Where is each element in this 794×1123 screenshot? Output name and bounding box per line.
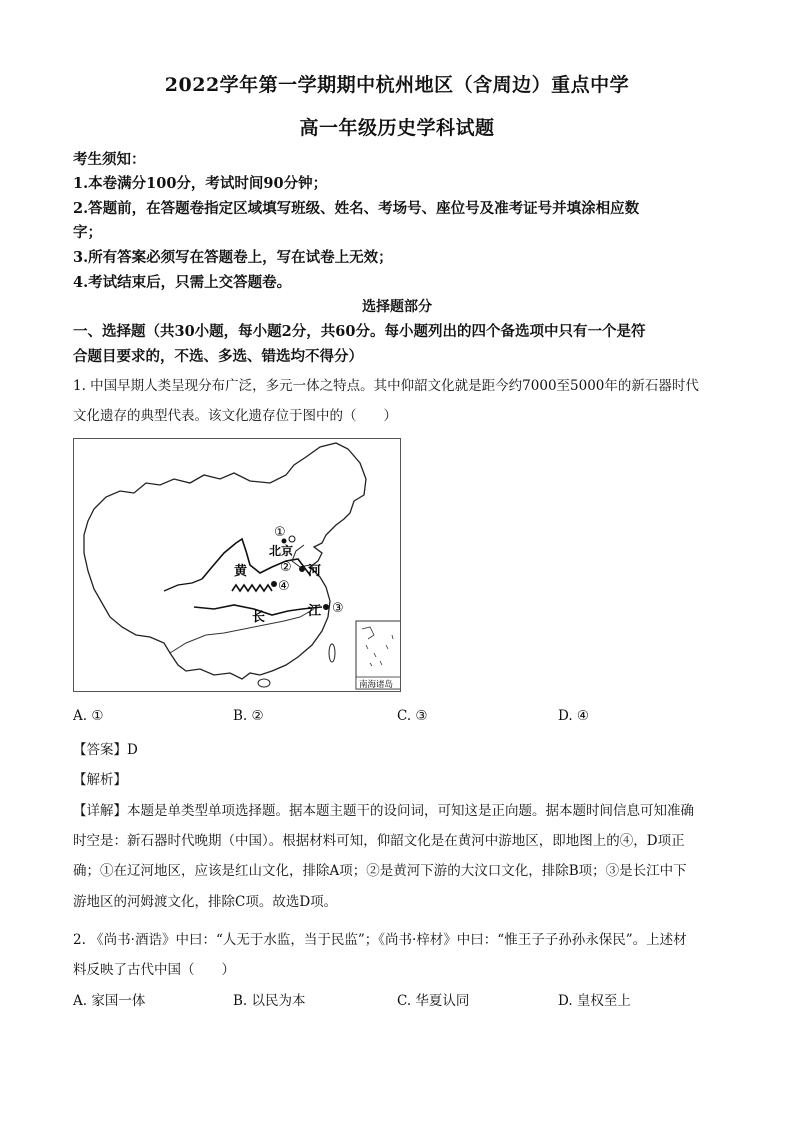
china-map-svg xyxy=(74,439,400,691)
hainan-island xyxy=(258,679,270,687)
q1-stem: 1. 中国早期人类呈现分布广泛，多元一体之特点。其中仰韶文化就是距今约7000至5000年的新石器时代 xyxy=(73,378,699,394)
answer-tag: 【答案】 xyxy=(73,742,127,758)
map-label-huang: 黄 xyxy=(234,564,248,579)
q2-option-d[interactable]: D. 皇权至上 xyxy=(558,993,631,1009)
detail-line: 确；①在辽河地区，应该是红山文化，排除A项；②是黄河下游的大汶口文化，排除B项；③是长江中下 xyxy=(73,863,687,879)
exam-title-line1: 2022学年第一学期期中杭州地区（含周边）重点中学 xyxy=(164,74,630,96)
q1-option-c[interactable]: C. ③ xyxy=(397,708,428,724)
yellow-river-upper xyxy=(164,579,202,591)
q1-option-b[interactable]: B. ② xyxy=(233,708,264,724)
detail-tag: 【详解】 xyxy=(73,803,127,819)
yellow-river xyxy=(202,539,310,579)
notice-item: 3.所有答案必须写在答题卷上，写在试卷上无效； xyxy=(73,249,393,266)
map-label-he: 河 xyxy=(308,564,322,579)
detail-line: 游地区的河姆渡文化，排除C项。故选D项。 xyxy=(73,894,338,910)
taiwan-island xyxy=(329,644,335,662)
china-map-figure xyxy=(73,438,401,692)
inset-caption: 南海诸岛 xyxy=(359,680,394,690)
q2-stem: 2. 《尚书·酒诰》中曰：“人无于水监，当于民监”；《尚书·梓材》中曰：“惟王子子孙孙永保民”。上述材 xyxy=(73,932,687,948)
q2-option-c[interactable]: C. 华夏认同 xyxy=(397,993,470,1009)
site-marker-4 xyxy=(271,581,277,587)
site-marker-beijing xyxy=(289,536,295,542)
notice-item: 字； xyxy=(73,224,102,241)
map-label-2: ② xyxy=(280,560,292,575)
site-marker-2 xyxy=(299,566,305,572)
analysis-tag: 【解析】 xyxy=(73,772,127,788)
detail-line: 时空是：新石器时代晚期（中国）。根据材料可知，仰韶文化是在黄河中游地区，即地图上的④，D项正 xyxy=(73,833,685,849)
map-label-3: ③ xyxy=(332,601,344,616)
site-marker-3 xyxy=(323,604,329,610)
q2-option-a[interactable]: A. 家国一体 xyxy=(73,993,146,1009)
exam-title-line2: 高一年级历史学科试题 xyxy=(299,117,495,139)
q1-answer-line xyxy=(73,738,733,758)
notice-item: 4.考试结束后，只需上交答题卷。 xyxy=(73,274,292,291)
section-instruction: 一、选择题（共30小题，每小题2分，共60分。每小题列出的四个备选项中只有一个是符 xyxy=(73,323,646,340)
china-outline xyxy=(84,443,366,679)
q1-option-a[interactable]: A. ① xyxy=(73,708,104,724)
q2-option-b[interactable]: B. 以民为本 xyxy=(233,993,306,1009)
section-instruction: 合题目要求的，不选、多选、错选均不得分） xyxy=(73,348,363,365)
detail-line xyxy=(73,799,733,819)
q2-stem: 料反映了古代中国（ ） xyxy=(73,962,235,978)
answer-value: D xyxy=(127,742,138,758)
section-name: 选择题部分 xyxy=(362,299,432,315)
map-label-chang: 长 xyxy=(252,610,266,625)
region-boundary-line xyxy=(170,609,314,653)
notice-item: 1.本卷满分100分，考试时间90分钟； xyxy=(73,175,328,192)
notice-heading: 考生须知： xyxy=(73,151,146,168)
map-label-beijing: 北京 xyxy=(269,544,294,558)
q1-option-d[interactable]: D. ④ xyxy=(558,708,590,724)
mountain-symbols xyxy=(232,585,272,591)
detail-text: 本题是单类型单项选择题。据本题主题干的设问词，可知这是正向题。据本题时间信息可知准确 xyxy=(127,803,694,819)
map-label-jiang: 江 xyxy=(308,604,322,619)
q1-stem: 文化遗存的典型代表。该文化遗存位于图中的（ ） xyxy=(73,408,397,424)
map-label-4: ④ xyxy=(278,579,290,594)
notice-item: 2.答题前，在答题卷指定区域填写班级、姓名、考场号、座位号及准考证号并填涂相应数 xyxy=(73,200,640,217)
map-label-1: ① xyxy=(274,525,286,540)
